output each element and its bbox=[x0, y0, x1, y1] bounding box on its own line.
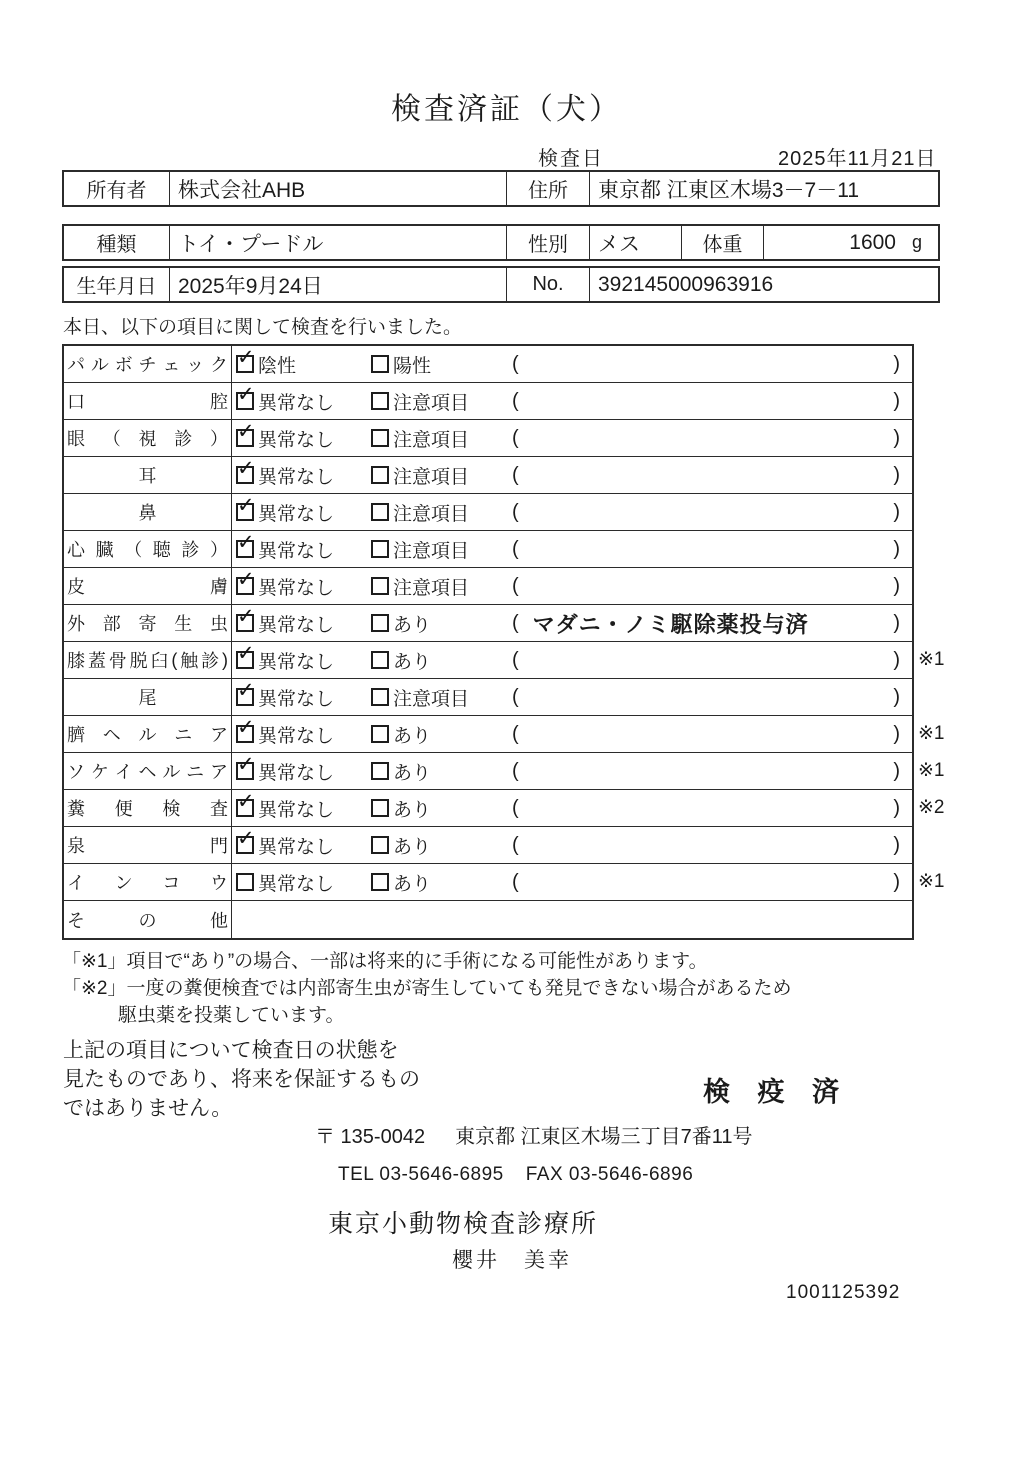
paren-open: ( bbox=[512, 796, 519, 819]
findings-field bbox=[502, 501, 912, 524]
checkbox-box bbox=[371, 577, 389, 595]
checkbox-box bbox=[371, 762, 389, 780]
veterinarian-name: 櫻井 美幸 bbox=[452, 1249, 572, 1272]
findings-field bbox=[502, 390, 912, 413]
table-row-oral bbox=[64, 383, 912, 420]
footnote-mark: ※2 bbox=[918, 797, 945, 818]
checkbox-box bbox=[371, 873, 389, 891]
checkbox-box bbox=[236, 383, 255, 410]
footnote-mark: ※1 bbox=[918, 649, 945, 670]
checkbox-box bbox=[371, 836, 389, 854]
table-row-heart bbox=[64, 531, 912, 568]
checkmark-icon: ✓ bbox=[237, 753, 255, 776]
checkmark-icon: ✓ bbox=[237, 605, 255, 628]
table-row-parvo bbox=[64, 346, 912, 383]
findings-field bbox=[502, 797, 912, 820]
item-label: 口 腔 bbox=[64, 383, 232, 419]
findings-field bbox=[502, 538, 912, 561]
inspection-date-value: 2025年11月21日 bbox=[778, 148, 937, 170]
weight-unit: g bbox=[911, 232, 922, 252]
checkbox-label: 異常なし bbox=[258, 725, 335, 747]
microchip-number: 392145000963916 bbox=[598, 272, 774, 296]
checkmark-icon: ✓ bbox=[237, 420, 255, 443]
checkmark-icon: ✓ bbox=[237, 827, 255, 850]
checkbox-box bbox=[371, 429, 389, 447]
checkbox-normal[interactable] bbox=[236, 605, 335, 637]
table-row-fontanelle bbox=[64, 827, 912, 864]
table-row-inguinal-hernia bbox=[64, 753, 945, 790]
weight-value bbox=[764, 226, 938, 259]
findings-field bbox=[502, 427, 912, 450]
footnote-mark: ※1 bbox=[918, 723, 945, 744]
checkbox-label: 注意項目 bbox=[393, 392, 470, 414]
checkbox-box bbox=[236, 568, 255, 595]
checkbox-label: あり bbox=[393, 651, 432, 673]
checkbox-caution[interactable] bbox=[371, 536, 469, 563]
paren-open: ( bbox=[512, 759, 519, 782]
checkbox-present[interactable] bbox=[371, 869, 431, 896]
findings-text: マダニ・ノミ駆除薬投与済 bbox=[532, 611, 809, 637]
checkmark-icon: ✓ bbox=[237, 679, 255, 702]
checkbox-box bbox=[371, 725, 389, 743]
checkbox-present[interactable] bbox=[371, 832, 431, 859]
breed-value: トイ・プードル bbox=[170, 226, 507, 259]
birth-value: 2025年9月24日 bbox=[170, 268, 507, 301]
footnote-mark: ※1 bbox=[918, 760, 945, 781]
checkbox-positive[interactable] bbox=[371, 351, 431, 378]
paren-close: ) bbox=[893, 796, 900, 819]
paren-open: ( bbox=[512, 463, 519, 486]
checkbox-label: 陽性 bbox=[393, 355, 432, 377]
paren-close: ) bbox=[893, 389, 900, 412]
paren-open: ( bbox=[512, 537, 519, 560]
checkbox-normal[interactable] bbox=[236, 716, 335, 748]
item-label: 耳 bbox=[64, 457, 232, 493]
checkbox-box bbox=[371, 503, 389, 521]
checkbox-box bbox=[371, 355, 389, 373]
checkbox-box bbox=[236, 753, 255, 780]
disclaimer-line-1: 上記の項目について検査日の状態を bbox=[63, 1039, 399, 1062]
findings-field bbox=[502, 871, 912, 894]
checkbox-present[interactable] bbox=[371, 647, 431, 674]
checkbox-label: あり bbox=[393, 836, 432, 858]
paren-close: ) bbox=[893, 870, 900, 893]
disclaimer-line-2: 見たものであり、将来を保証するもの bbox=[63, 1068, 420, 1091]
paren-close: ) bbox=[893, 648, 900, 671]
footnote-mark: ※1 bbox=[918, 871, 945, 892]
disclaimer bbox=[63, 1036, 420, 1123]
checkbox-label: 異常なし bbox=[258, 836, 335, 858]
checkbox-box bbox=[371, 540, 389, 558]
checkbox-caution[interactable] bbox=[371, 499, 469, 526]
checkbox-box bbox=[371, 614, 389, 632]
footnote-1: 「※1」項目で“あり”の場合、一部は将来的に手術になる可能性があります。 bbox=[62, 951, 708, 972]
clinic-street-address: 東京都 江東区木場三丁目7番11号 bbox=[455, 1126, 753, 1148]
disclaimer-line-3: ではありません。 bbox=[63, 1097, 233, 1120]
address-label: 住所 bbox=[507, 172, 590, 205]
paren-close: ) bbox=[893, 759, 900, 782]
checkbox-label: 異常なし bbox=[258, 540, 335, 562]
checkbox-box bbox=[236, 873, 254, 891]
paren-close: ) bbox=[893, 537, 900, 560]
checkmark-icon: ✓ bbox=[237, 642, 255, 665]
item-label: ソ ケ イ ヘ ル ニ ア bbox=[64, 753, 232, 789]
checkbox-caution[interactable] bbox=[371, 462, 469, 489]
checkbox-box bbox=[236, 827, 255, 854]
checkbox-label: 異常なし bbox=[258, 873, 335, 895]
owner-row bbox=[62, 170, 940, 207]
checkbox-label: 注意項目 bbox=[393, 466, 470, 488]
item-label: 外 部 寄 生 虫 bbox=[64, 605, 232, 641]
table-row-other bbox=[64, 901, 912, 938]
findings-field bbox=[502, 575, 912, 598]
checkbox-box bbox=[236, 346, 255, 373]
checkbox-caution[interactable] bbox=[371, 388, 469, 415]
checkbox-label: 異常なし bbox=[258, 614, 335, 636]
findings-field bbox=[502, 464, 912, 487]
weight-label: 体重 bbox=[682, 226, 764, 259]
postal-code: 〒 135-0042 bbox=[315, 1126, 426, 1148]
checkbox-box bbox=[371, 651, 389, 669]
checkbox-box bbox=[236, 420, 255, 447]
findings-field bbox=[502, 834, 912, 857]
document-title: 検査済証（犬） bbox=[391, 93, 622, 126]
checkbox-box bbox=[236, 605, 255, 632]
serial-number: 1001125392 bbox=[786, 1282, 901, 1303]
table-row-ears bbox=[64, 457, 912, 494]
checkbox-normal[interactable] bbox=[236, 679, 335, 711]
checkbox-label: 異常なし bbox=[258, 466, 335, 488]
table-row-umbilical-hernia bbox=[64, 716, 945, 753]
paren-open: ( bbox=[512, 500, 519, 523]
clinic-name: 東京小動物検査診療所 bbox=[328, 1210, 599, 1238]
checkbox-box bbox=[371, 466, 389, 484]
birth-label: 生年月日 bbox=[64, 268, 170, 301]
item-label: 膝 蓋 骨 脱 臼 ( 触 診 ) bbox=[64, 642, 232, 678]
checkbox-label: 注意項目 bbox=[393, 688, 470, 710]
checkbox-box bbox=[371, 688, 389, 706]
checkbox-present[interactable] bbox=[371, 795, 431, 822]
address-value: 東京都 江東区木場3－7－11 bbox=[598, 178, 859, 202]
checkbox-normal[interactable] bbox=[236, 383, 335, 415]
birth-row bbox=[62, 266, 940, 303]
paren-open: ( bbox=[512, 648, 519, 671]
checkbox-caution[interactable] bbox=[371, 573, 469, 600]
checkbox-label: 異常なし bbox=[258, 577, 335, 599]
paren-open: ( bbox=[512, 722, 519, 745]
item-label: そ の 他 bbox=[64, 901, 232, 938]
checkmark-icon: ✓ bbox=[237, 531, 255, 554]
paren-open: ( bbox=[512, 685, 519, 708]
footnotes bbox=[62, 948, 792, 1029]
owner-value: 株式会社AHB bbox=[170, 172, 507, 205]
findings-field bbox=[502, 353, 912, 376]
sex-label: 性別 bbox=[507, 226, 590, 259]
checkbox-label: 異常なし bbox=[258, 799, 335, 821]
checkbox-negative[interactable] bbox=[236, 346, 297, 378]
paren-close: ) bbox=[893, 500, 900, 523]
paren-close: ) bbox=[893, 352, 900, 375]
paren-close: ) bbox=[893, 722, 900, 745]
paren-open: ( bbox=[512, 870, 519, 893]
paren-open: ( bbox=[512, 426, 519, 449]
table-row-eyes bbox=[64, 420, 912, 457]
table-row-patella bbox=[64, 642, 945, 679]
checkbox-normal[interactable] bbox=[236, 642, 335, 674]
checkmark-icon: ✓ bbox=[237, 716, 255, 739]
checkbox-label: あり bbox=[393, 762, 432, 784]
checkmark-icon: ✓ bbox=[237, 790, 255, 813]
checkmark-icon: ✓ bbox=[237, 457, 255, 480]
checkbox-present[interactable] bbox=[371, 721, 431, 748]
checkbox-label: あり bbox=[393, 873, 432, 895]
checkbox-caution[interactable] bbox=[371, 425, 469, 452]
breed-row bbox=[62, 224, 940, 261]
item-label: 皮 膚 bbox=[64, 568, 232, 604]
paren-close: ) bbox=[893, 463, 900, 486]
table-row-tail bbox=[64, 679, 912, 716]
clinic-phone-line bbox=[338, 1164, 693, 1186]
checkbox-label: 陰性 bbox=[258, 355, 297, 377]
weight-number: 1600 bbox=[849, 230, 896, 254]
quarantine-passed-stamp: 検 疫 済 bbox=[703, 1077, 850, 1107]
breed-label: 種類 bbox=[64, 226, 170, 259]
checkbox-normal[interactable] bbox=[236, 869, 334, 896]
checkmark-icon: ✓ bbox=[237, 383, 255, 406]
inspection-table bbox=[62, 344, 945, 940]
table-row-inkou bbox=[64, 864, 945, 901]
checkbox-label: 異常なし bbox=[258, 762, 335, 784]
checkmark-icon: ✓ bbox=[237, 494, 255, 517]
checkbox-normal[interactable] bbox=[236, 827, 335, 859]
table-row-skin bbox=[64, 568, 912, 605]
checkbox-box bbox=[236, 457, 255, 484]
checkbox-label: 異常なし bbox=[258, 688, 335, 710]
item-label: 鼻 bbox=[64, 494, 232, 530]
checkbox-label: 注意項目 bbox=[393, 540, 470, 562]
item-label: パ ル ボ チ ェ ッ ク bbox=[64, 346, 232, 382]
paren-close: ) bbox=[893, 611, 900, 634]
table-row-fecal-exam bbox=[64, 790, 945, 827]
item-label: 泉 門 bbox=[64, 827, 232, 863]
tel-number: TEL 03-5646-6895 bbox=[338, 1164, 504, 1185]
paren-open: ( bbox=[512, 574, 519, 597]
inspection-date-label: 検査日 bbox=[538, 148, 604, 170]
findings-field bbox=[502, 760, 912, 783]
clinic-address-line bbox=[315, 1120, 753, 1149]
item-label: 心 臓 （ 聴 診 ） bbox=[64, 531, 232, 567]
checkbox-normal[interactable] bbox=[236, 790, 335, 822]
checkbox-label: 異常なし bbox=[258, 429, 335, 451]
checkbox-box bbox=[236, 531, 255, 558]
checkbox-label: 異常なし bbox=[258, 651, 335, 673]
item-label: 眼 （ 視 診 ） bbox=[64, 420, 232, 456]
paren-close: ) bbox=[893, 833, 900, 856]
item-label: イ ン コ ウ bbox=[64, 864, 232, 900]
table-row-parasites bbox=[64, 605, 912, 642]
findings-field bbox=[502, 608, 912, 639]
item-label: 尾 bbox=[64, 679, 232, 715]
checkbox-normal[interactable] bbox=[236, 531, 335, 563]
checkbox-normal[interactable] bbox=[236, 420, 335, 452]
checkbox-box bbox=[371, 799, 389, 817]
checkbox-normal[interactable] bbox=[236, 494, 335, 526]
checkbox-box bbox=[371, 392, 389, 410]
checkmark-icon: ✓ bbox=[237, 568, 255, 591]
checkbox-caution[interactable] bbox=[371, 684, 469, 711]
paren-close: ) bbox=[893, 685, 900, 708]
no-label: No. bbox=[507, 268, 590, 301]
item-label: 臍 ヘ ル ニ ア bbox=[64, 716, 232, 752]
paren-open: ( bbox=[512, 833, 519, 856]
checkbox-box bbox=[236, 716, 255, 743]
checkbox-label: あり bbox=[393, 725, 432, 747]
checkbox-label: 注意項目 bbox=[393, 429, 470, 451]
owner-label: 所有者 bbox=[64, 172, 170, 205]
paren-open: ( bbox=[512, 352, 519, 375]
checkbox-normal[interactable] bbox=[236, 457, 335, 489]
findings-field bbox=[502, 723, 912, 746]
checkbox-present[interactable] bbox=[371, 610, 431, 637]
footnote-2-continued: 駆虫薬を投薬しています。 bbox=[118, 1005, 345, 1026]
item-label: 糞 便 検 査 bbox=[64, 790, 232, 826]
checkbox-present[interactable] bbox=[371, 758, 431, 785]
checkbox-box bbox=[236, 642, 255, 669]
checkbox-label: 異常なし bbox=[258, 392, 335, 414]
footnote-2: 「※2」一度の糞便検査では内部寄生虫が寄生していても発見できない場合があるため bbox=[62, 978, 792, 999]
paren-open: ( bbox=[512, 611, 519, 634]
table-row-nose bbox=[64, 494, 912, 531]
checkbox-box bbox=[236, 494, 255, 521]
checkbox-label: 異常なし bbox=[258, 503, 335, 525]
paren-close: ) bbox=[893, 426, 900, 449]
findings-field bbox=[502, 686, 912, 709]
intro-sentence: 本日、以下の項目に関して検査を行いました。 bbox=[63, 317, 463, 338]
paren-open: ( bbox=[512, 389, 519, 412]
checkbox-label: 注意項目 bbox=[393, 577, 470, 599]
checkbox-box bbox=[236, 790, 255, 817]
checkbox-normal[interactable] bbox=[236, 753, 335, 785]
fax-number: FAX 03-5646-6896 bbox=[525, 1164, 694, 1185]
checkbox-label: 注意項目 bbox=[393, 503, 470, 525]
checkbox-normal[interactable] bbox=[236, 568, 335, 600]
checkbox-label: あり bbox=[393, 614, 432, 636]
checkmark-icon: ✓ bbox=[237, 346, 255, 369]
paren-close: ) bbox=[893, 574, 900, 597]
findings-field bbox=[502, 649, 912, 672]
checkbox-label: あり bbox=[393, 799, 432, 821]
sex-value: メス bbox=[590, 226, 682, 259]
checkbox-box bbox=[236, 679, 255, 706]
